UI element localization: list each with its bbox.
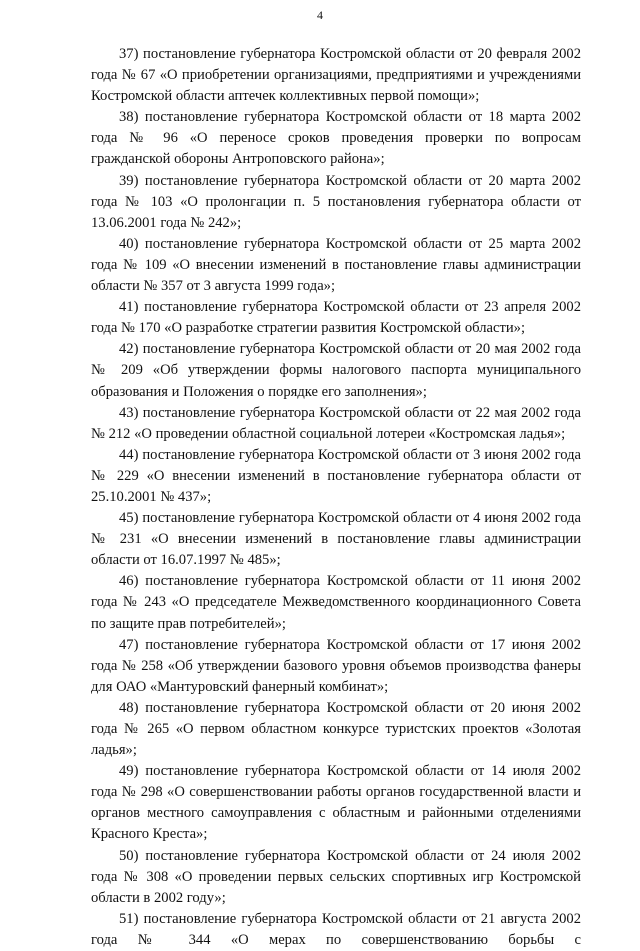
list-item: 50) постановление губернатора Костромской области от 24 июля 2002 года № 308 «О проведении первых сельских спортивных игр Костромской области в 2002 году»; (91, 847, 581, 906)
list-item: 38) постановление губернатора Костромской области от 18 марта 2002 года № 96 «О переносе сроков проведения проверки по вопросам гражданской обороны Антроповского района»; (91, 109, 581, 168)
list-item: 45) постановление губернатора Костромской области от 4 июня 2002 года № 231 «О внесении изменений в постановление главы администрации области от 16.07.1997 № 485»; (91, 510, 581, 569)
list-item: 48) постановление губернатора Костромской области от 20 июня 2002 года № 265 «О первом областном конкурсе туристских проектов «Золотая ладья»; (91, 699, 581, 759)
list-item: 51) постановление губернатора Костромской области от 21 августа 2002 года № 344 «О мерах по совершенствованию борьбы с (91, 910, 581, 948)
list-item: 44) постановление губернатора Костромской области от 3 июня 2002 года № 229 «О внесении изменений в постановление губернатора области от 25.10.2001 № 437»; (91, 446, 581, 505)
list-item: 46) постановление губернатора Костромской области от 11 июня 2002 года № 243 «О председателе Межведомственного координационного Совета по защите прав потребителей»; (91, 573, 581, 632)
list-item: 49) постановление губернатора Костромской области от 14 июля 2002 года № 298 «О совершенствовании работы органов государственной власти и органов местного самоуправления с областным и районными отделениями Красного Креста»; (91, 763, 581, 843)
list-item: 47) постановление губернатора Костромской области от 17 июня 2002 года № 258 «Об утверждении базового уровня объемов производства фанеры для ОАО «Мантуровский фанерный комбинат»; (91, 636, 581, 695)
list-item: 42) постановление губернатора Костромской области от 20 мая 2002 года № 209 «Об утверждении формы налогового паспорта муниципального образования и Положения о порядке его заполнения»; (91, 341, 581, 400)
page-number: 4 (317, 8, 323, 22)
list-item: 41) постановление губернатора Костромской области от 23 апреля 2002 года № 170 «О разработке стратегии развития Костромской области»; (91, 299, 581, 337)
list-item: 43) постановление губернатора Костромской области от 22 мая 2002 года № 212 «О проведении областной социальной лотереи «Костромская ладья»; (91, 404, 581, 442)
list-item: 40) постановление губернатора Костромской области от 25 марта 2002 года № 109 «О внесении изменений в постановление главы администрации области № 357 от 3 августа 1999 года»; (91, 235, 581, 295)
document-body (91, 44, 581, 951)
list-item: 37) постановление губернатора Костромской области от 20 февраля 2002 года № 67 «О приобретении организациями, предприятиями и учреждениями Костромской области аптечек коллективных первой помощи»; (91, 46, 581, 105)
list-item: 39) постановление губернатора Костромской области от 20 марта 2002 года № 103 «О пролонгации п. 5 постановления губернатора области от 13.06.2001 года № 242»; (91, 172, 581, 231)
